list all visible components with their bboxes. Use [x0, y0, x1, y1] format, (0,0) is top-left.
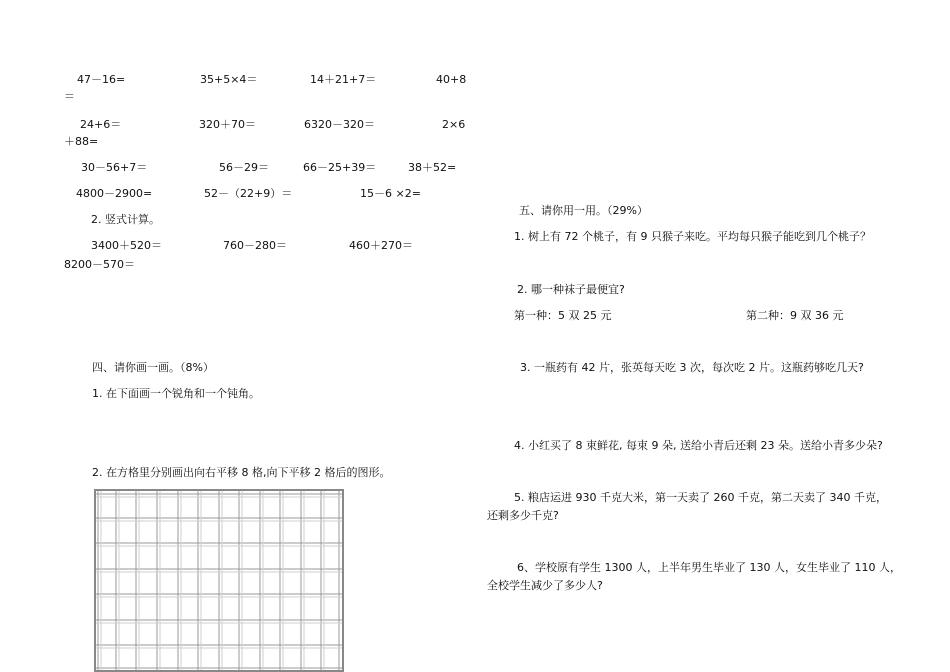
expression: 6320－320＝: [304, 118, 375, 131]
expression: ＋88=: [64, 135, 99, 148]
expression: 15－6 ×2=: [360, 187, 421, 200]
question-socks: 2. 哪一种袜子最便宜?: [517, 283, 625, 296]
expression: ＝: [64, 90, 75, 103]
socks-option-1: 第一种：5 双 25 元: [514, 309, 612, 322]
question-students-line-2: 全校学生减少了多少人?: [487, 579, 603, 592]
expression: 66－25+39＝: [303, 161, 377, 174]
section-5-title: 五、请你用一用。（29%）: [519, 204, 648, 217]
question-draw-angles: 1. 在下面画一个锐角和一个钝角。: [92, 387, 260, 400]
expression: 760－280＝: [223, 239, 287, 252]
section-4-title: 四、请你画一画。（8%）: [92, 361, 214, 374]
question-medicine: 3. 一瓶药有 42 片，张英每天吃 3 次，每次吃 2 片。这瓶药够吃几天?: [520, 361, 864, 374]
expression: 24+6＝: [80, 118, 122, 131]
expression: 8200－570＝: [64, 258, 135, 271]
expression: 3400＋520＝: [91, 239, 162, 252]
expression: 40+8: [436, 73, 467, 86]
grid-lines: [96, 491, 342, 670]
expression: 4800－2900=: [76, 187, 153, 200]
expression: 47－16=: [77, 73, 126, 86]
expression: 14＋21+7＝: [310, 73, 377, 86]
expression: 2×6: [442, 118, 466, 131]
expression: 56－29＝: [219, 161, 269, 174]
expression: 52－（22+9）＝: [204, 187, 293, 200]
question-rice-line-2: 还剩多少千克?: [487, 509, 559, 522]
expression: 30－56+7＝: [81, 161, 148, 174]
question-rice-line-1: 5. 粮店运进 930 千克大米，第一天卖了 260 千克，第二天卖了 340 千克，: [514, 491, 887, 504]
question-flowers: 4. 小红买了 8 束鲜花, 每束 9 朵, 送给小青后还剩 23 朵。送给小青多少朵?: [514, 439, 883, 452]
vertical-calc-title: 2. 竖式计算。: [91, 213, 160, 226]
expression: 460＋270＝: [349, 239, 413, 252]
question-peaches: 1. 树上有 72 个桃子，有 9 只猴子来吃。平均每只猴子能吃到几个桃子？: [514, 230, 871, 243]
socks-option-2: 第二种：9 双 36 元: [746, 309, 844, 322]
expression: 320＋70＝: [199, 118, 256, 131]
expression: 35+5×4＝: [200, 73, 258, 86]
expression: 38＋52=: [408, 161, 457, 174]
drawing-grid[interactable]: [94, 489, 344, 672]
question-students-line-1: 6、学校原有学生 1300 人，上半年男生毕业了 130 人，女生毕业了 110 人，: [517, 561, 901, 574]
question-translate-shape: 2. 在方格里分别画出向右平移 8 格,向下平移 2 格后的图形。: [92, 466, 391, 479]
